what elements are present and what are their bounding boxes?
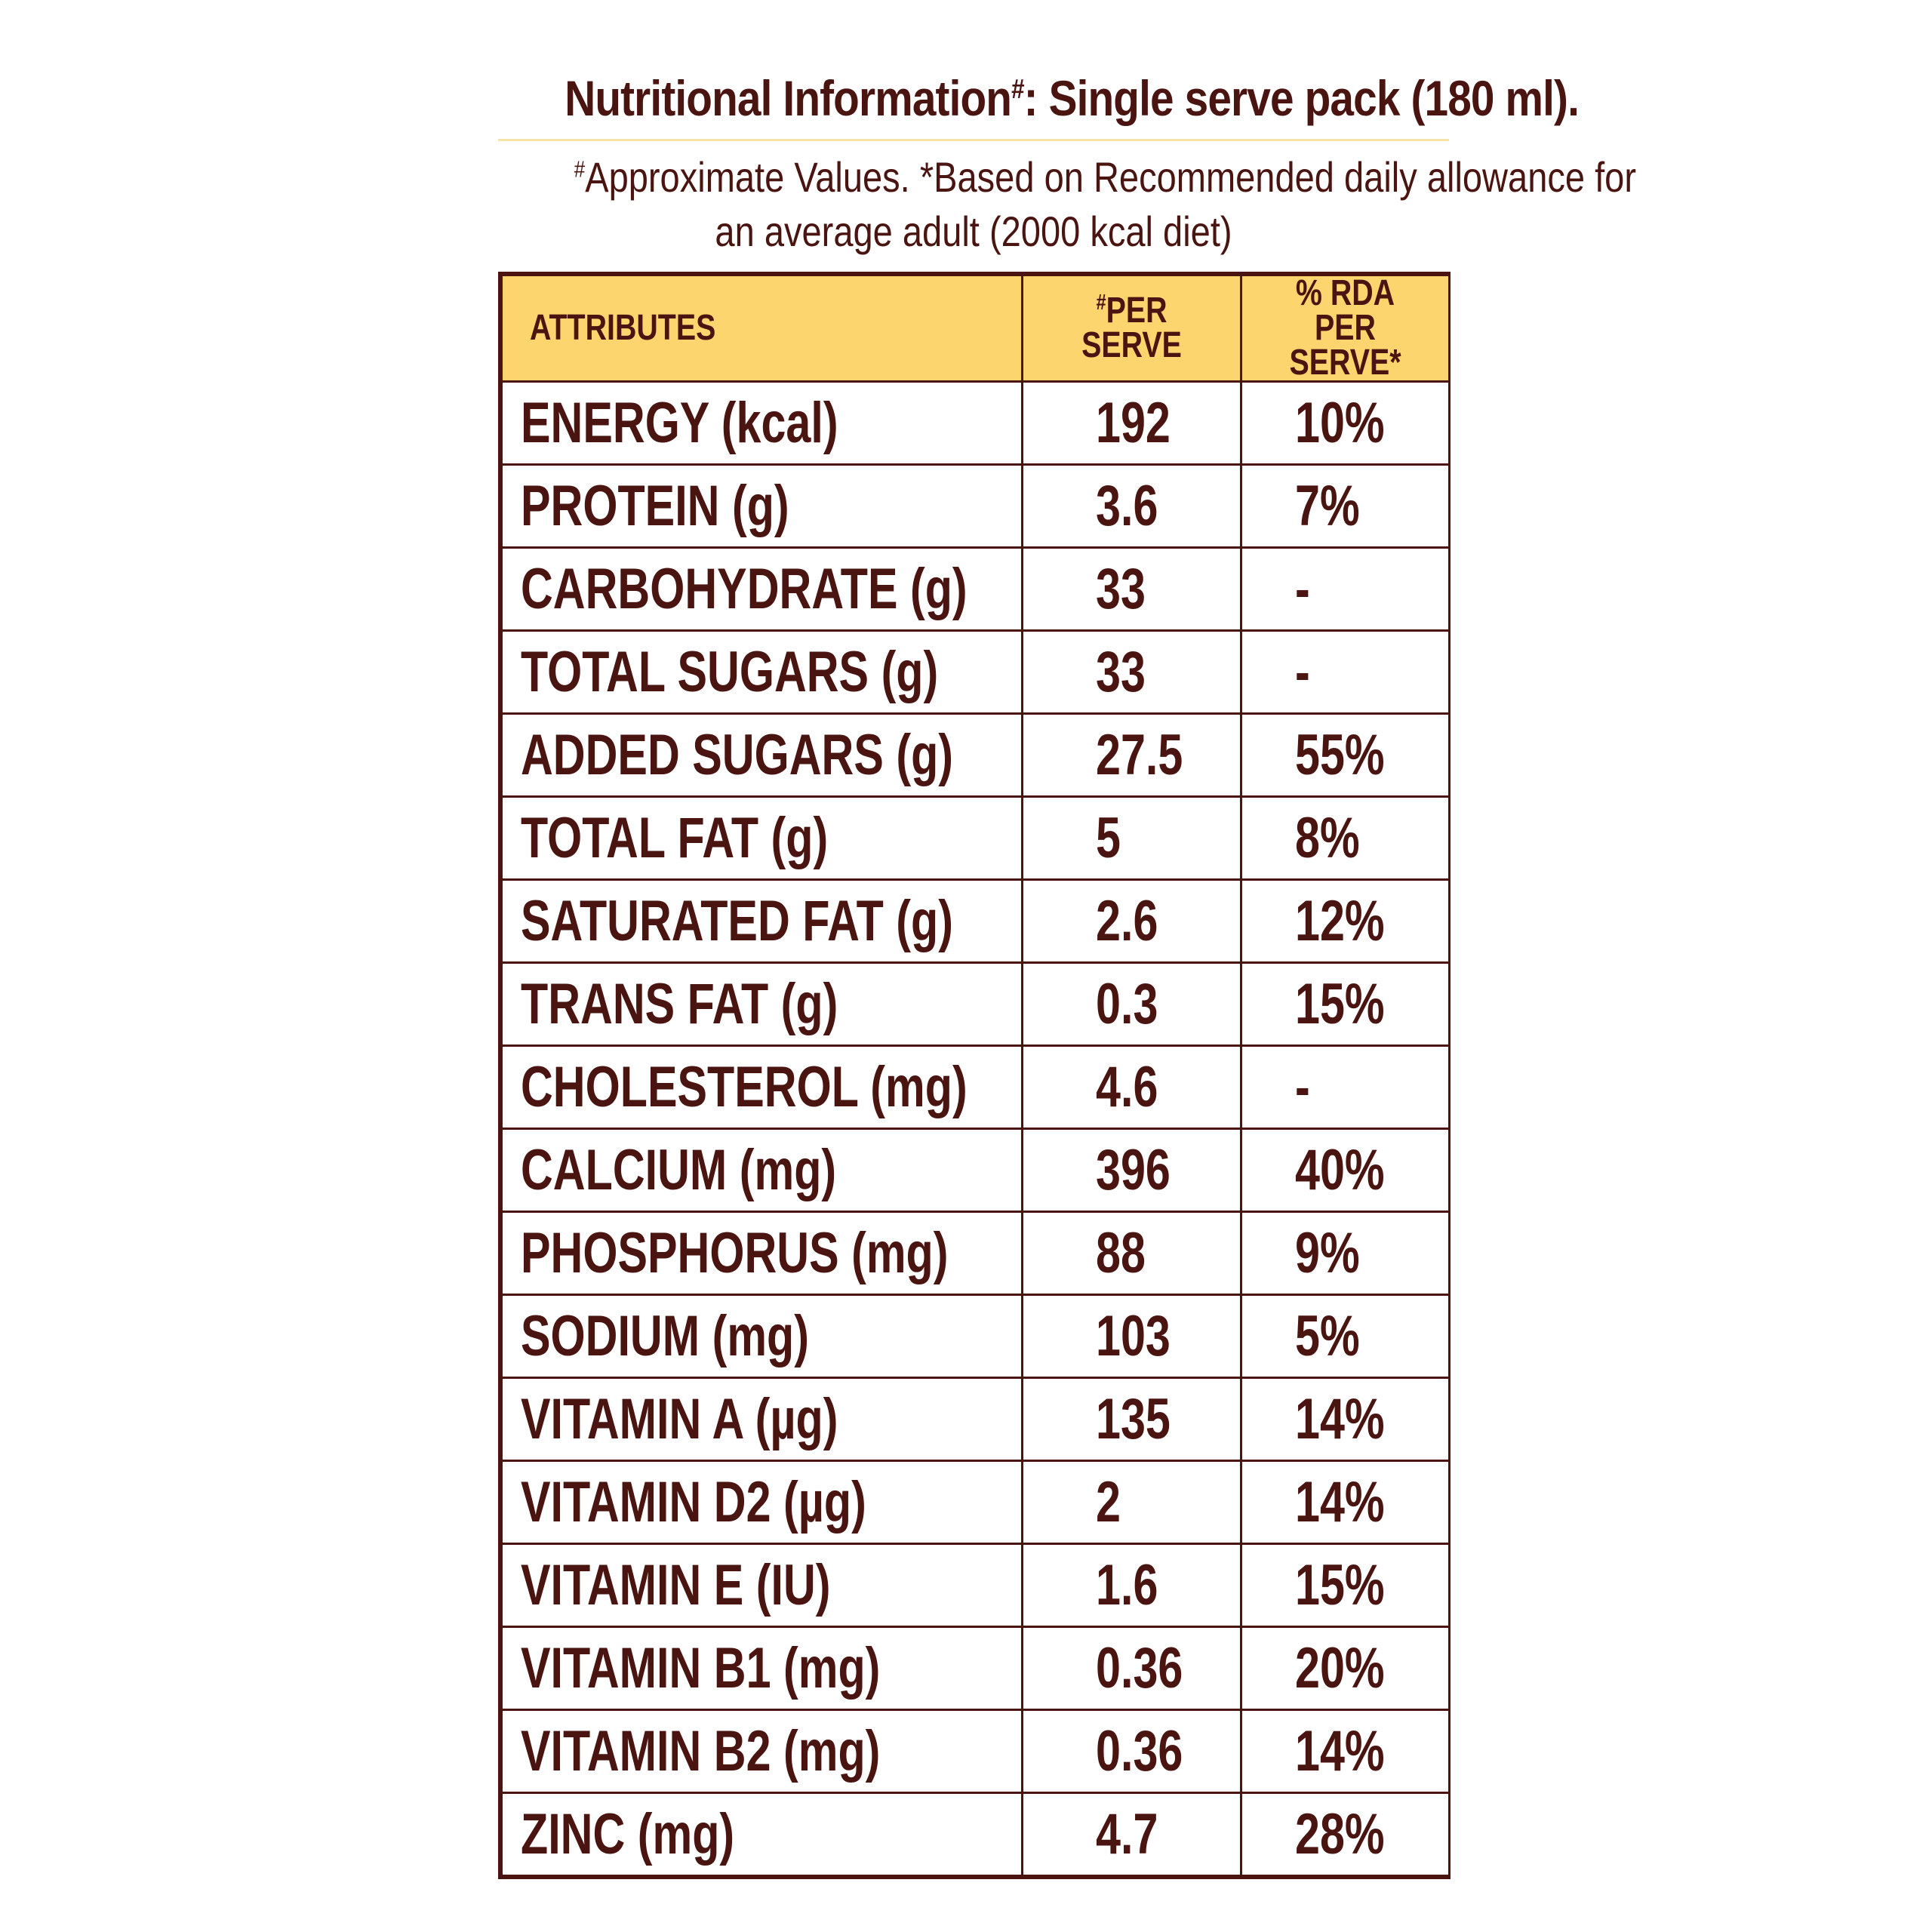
attribute-cell-text: VITAMIN E (IU) [521, 1552, 831, 1617]
attribute-cell [502, 548, 1023, 631]
rda-cell [1241, 880, 1450, 963]
table-row [502, 880, 1450, 963]
per-serve-cell-text: 192 [1096, 390, 1171, 455]
rda-cell-text: - [1295, 639, 1310, 704]
rda-cell [1241, 1793, 1450, 1876]
per-serve-cell-text: 4.6 [1096, 1054, 1158, 1119]
per-serve-cell-text: 135 [1096, 1386, 1171, 1451]
per-serve-cell-text: 0.36 [1096, 1718, 1183, 1783]
rda-cell-text: 55% [1295, 722, 1385, 787]
per-serve-cell-text: 88 [1096, 1220, 1146, 1285]
per-serve-cell-text: 3.6 [1096, 473, 1158, 538]
table-body [502, 382, 1450, 1876]
rda-cell-text: - [1295, 1054, 1310, 1119]
attribute-cell-text: SODIUM (mg) [521, 1303, 809, 1368]
table-row [502, 1710, 1450, 1793]
footnote-line-1 [574, 150, 1637, 205]
attribute-cell [502, 1544, 1023, 1627]
header-attributes-label: ATTRIBUTES [530, 308, 716, 348]
rda-cell-text: 15% [1295, 971, 1385, 1036]
rda-cell [1241, 963, 1450, 1046]
per-serve-cell-text: 27.5 [1096, 722, 1183, 787]
rda-cell [1241, 1710, 1450, 1793]
table-row [502, 382, 1450, 465]
rda-cell [1241, 1627, 1450, 1710]
per-serve-cell [1023, 382, 1241, 465]
attribute-cell [502, 631, 1023, 714]
per-serve-cell [1023, 631, 1241, 714]
header-per-serve [1023, 275, 1241, 382]
per-serve-cell [1023, 880, 1241, 963]
table-header-row [502, 275, 1450, 382]
footnote-mark: # [574, 155, 586, 183]
rda-cell [1241, 1378, 1450, 1461]
footnote-line-2: an average adult (2000 kcal diet) [715, 208, 1232, 255]
per-serve-cell [1023, 1461, 1241, 1544]
table-row [502, 1461, 1450, 1544]
table-row [502, 1046, 1450, 1129]
table-row [502, 1544, 1450, 1627]
per-serve-cell [1023, 963, 1241, 1046]
attribute-cell-text: SATURATED FAT (g) [521, 888, 953, 953]
attribute-cell-text: VITAMIN D2 (µg) [521, 1469, 866, 1534]
attribute-cell-text: ZINC (mg) [521, 1801, 735, 1866]
table-row [502, 1378, 1450, 1461]
attribute-cell-text: PROTEIN (g) [521, 473, 789, 538]
per-serve-cell [1023, 1627, 1241, 1710]
table-row [502, 1212, 1450, 1295]
rda-cell [1241, 1129, 1450, 1212]
rda-cell-text: 14% [1295, 1386, 1385, 1451]
attribute-cell-text: CALCIUM (mg) [521, 1137, 837, 1202]
rda-cell-text: 14% [1295, 1469, 1385, 1534]
label-title [565, 60, 1579, 136]
per-serve-cell [1023, 1378, 1241, 1461]
table-row [502, 1627, 1450, 1710]
rda-cell [1241, 714, 1450, 797]
table-row [502, 797, 1450, 880]
table-row [502, 548, 1450, 631]
attribute-cell-text: TOTAL SUGARS (g) [521, 639, 939, 704]
rda-cell [1241, 1046, 1450, 1129]
rda-cell [1241, 1212, 1450, 1295]
per-serve-cell [1023, 465, 1241, 548]
rda-cell-text: 28% [1295, 1801, 1385, 1866]
attribute-cell-text: TRANS FAT (g) [521, 971, 838, 1036]
rda-cell-text: 10% [1295, 390, 1385, 455]
table-row [502, 714, 1450, 797]
attribute-cell [502, 963, 1023, 1046]
per-serve-cell-text: 103 [1096, 1303, 1171, 1368]
table-row [502, 1793, 1450, 1876]
attribute-cell [502, 1793, 1023, 1876]
per-serve-cell-text: 0.3 [1096, 971, 1158, 1036]
attribute-cell [502, 1046, 1023, 1129]
per-serve-cell-text: 33 [1096, 556, 1146, 621]
rda-cell [1241, 1544, 1450, 1627]
attribute-cell-text: ENERGY (kcal) [521, 390, 838, 455]
header-rda-line-1: % RDA [1295, 273, 1395, 313]
attribute-cell-text: PHOSPHORUS (mg) [521, 1220, 949, 1285]
rda-cell [1241, 465, 1450, 548]
per-serve-cell-text: 396 [1096, 1137, 1171, 1202]
per-serve-cell [1023, 714, 1241, 797]
per-serve-cell-text: 5 [1096, 805, 1121, 870]
attribute-cell [502, 465, 1023, 548]
per-serve-cell [1023, 1046, 1241, 1129]
table-row [502, 631, 1450, 714]
title-divider [498, 139, 1449, 141]
per-serve-cell-text: 1.6 [1096, 1552, 1158, 1617]
per-serve-cell-text: 2.6 [1096, 888, 1158, 953]
per-serve-cell [1023, 1295, 1241, 1378]
title-footnote-mark: # [1011, 73, 1024, 104]
title-suffix: : Single serve pack (180 ml). [1023, 70, 1579, 126]
table-row [502, 1295, 1450, 1378]
header-attributes [502, 275, 1023, 382]
attribute-cell [502, 1461, 1023, 1544]
per-serve-cell-text: 2 [1096, 1469, 1121, 1534]
rda-cell-text: 7% [1295, 473, 1360, 538]
attribute-cell [502, 797, 1023, 880]
per-serve-cell [1023, 1710, 1241, 1793]
attribute-cell [502, 1129, 1023, 1212]
attribute-cell [502, 1295, 1023, 1378]
attribute-cell [502, 714, 1023, 797]
rda-cell [1241, 382, 1450, 465]
header-rda [1241, 275, 1450, 382]
table-row [502, 465, 1450, 548]
rda-cell-text: 9% [1295, 1220, 1360, 1285]
attribute-cell-text: VITAMIN B2 (mg) [521, 1718, 881, 1783]
per-serve-cell [1023, 1212, 1241, 1295]
attribute-cell-text: VITAMIN B1 (mg) [521, 1635, 881, 1700]
attribute-cell-text: ADDED SUGARS (g) [521, 722, 954, 787]
nutrition-table [498, 272, 1451, 1879]
footnote-text-1: Approximate Values. *Based on Recommended daily allowance for [585, 153, 1637, 201]
per-serve-cell [1023, 1793, 1241, 1876]
attribute-cell [502, 880, 1023, 963]
rda-cell-text: 12% [1295, 888, 1385, 953]
rda-cell-text: - [1295, 556, 1310, 621]
rda-cell-text: 20% [1295, 1635, 1385, 1700]
per-serve-cell-text: 33 [1096, 639, 1146, 704]
rda-cell [1241, 797, 1450, 880]
per-serve-mark: # [1096, 291, 1106, 315]
rda-cell [1241, 548, 1450, 631]
attribute-cell-text: TOTAL FAT (g) [521, 805, 829, 870]
attribute-cell-text: VITAMIN A (µg) [521, 1386, 838, 1451]
attribute-cell [502, 382, 1023, 465]
attribute-cell [502, 1378, 1023, 1461]
rda-cell [1241, 631, 1450, 714]
per-serve-cell [1023, 797, 1241, 880]
rda-cell-text: 8% [1295, 805, 1360, 870]
attribute-cell [502, 1212, 1023, 1295]
attribute-cell [502, 1710, 1023, 1793]
per-serve-cell-text: 0.36 [1096, 1635, 1183, 1700]
rda-cell [1241, 1295, 1450, 1378]
table-row [502, 1129, 1450, 1212]
header-rda-line-2: PER SERVE* [1289, 308, 1401, 383]
rda-cell-text: 14% [1295, 1718, 1385, 1783]
table-row [502, 963, 1450, 1046]
title-prefix: Nutritional Information [565, 70, 1012, 126]
attribute-cell [502, 1627, 1023, 1710]
attribute-cell-text: CARBOHYDRATE (g) [521, 556, 968, 621]
rda-cell-text: 40% [1295, 1137, 1385, 1202]
per-serve-cell [1023, 1129, 1241, 1212]
rda-cell-text: 5% [1295, 1303, 1360, 1368]
per-serve-cell [1023, 1544, 1241, 1627]
nutrition-label-header [498, 60, 1637, 259]
header-per-serve-label: PER SERVE [1081, 291, 1182, 365]
attribute-cell-text: CHOLESTEROL (mg) [521, 1054, 968, 1119]
rda-cell-text: 15% [1295, 1552, 1385, 1617]
per-serve-cell-text: 4.7 [1096, 1801, 1158, 1866]
rda-cell [1241, 1461, 1450, 1544]
per-serve-cell [1023, 548, 1241, 631]
